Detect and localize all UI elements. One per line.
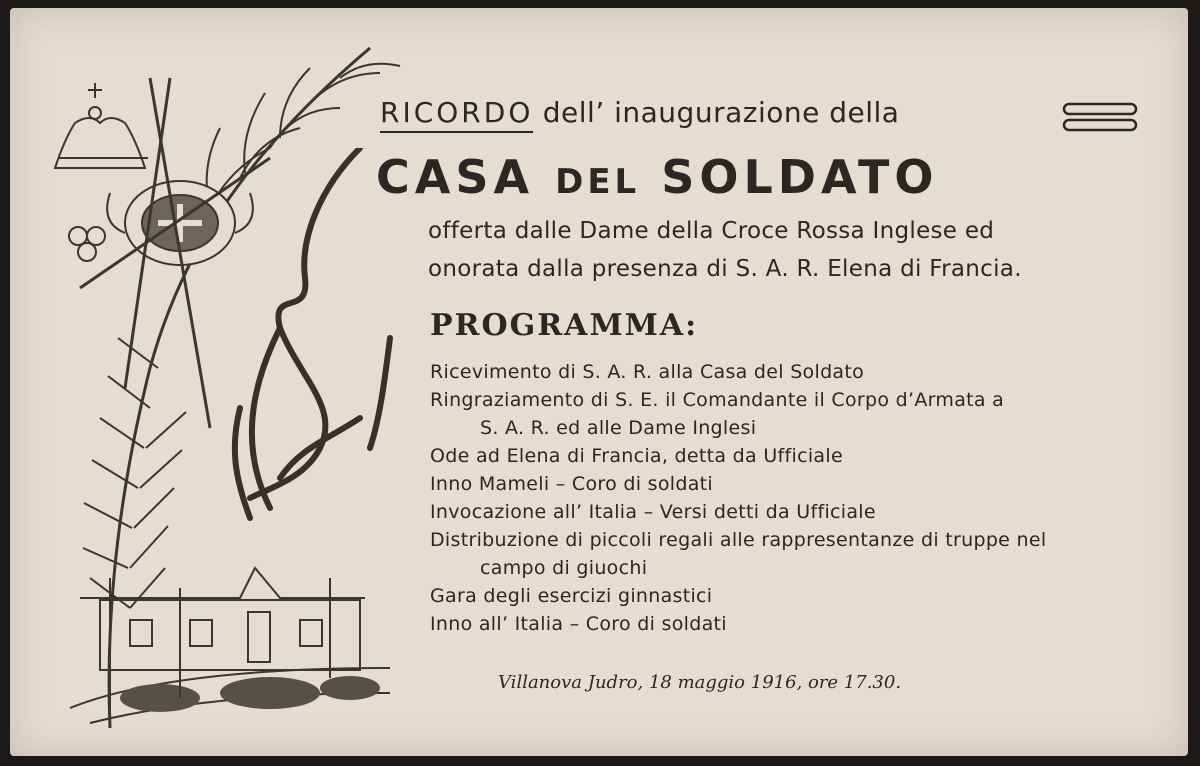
subtitle-line-2: onorata dalla presenza di S. A. R. Elena di Francia. [428, 256, 1022, 282]
title-part2: DEL [555, 162, 641, 202]
postcard [10, 8, 1188, 756]
double-rule-ornament [1062, 102, 1138, 132]
title-part1: CASA [376, 150, 535, 204]
list-item: campo di giuochi [480, 557, 648, 579]
ricordo-word: RICORDO [380, 96, 533, 133]
list-item: Inno all’ Italia – Coro di soldati [430, 613, 727, 635]
title-part3: SOLDATO [661, 150, 939, 204]
house-illustration [70, 568, 390, 723]
subtitle-line-1: offerta dalle Dame della Croce Rossa Inglese ed [428, 218, 995, 244]
cannonballs-icon [69, 227, 105, 261]
programma-list [430, 358, 1046, 638]
list-item: Ringraziamento di S. E. il Comandante il Corpo d’Armata a [430, 389, 1005, 411]
header-line [380, 96, 899, 129]
list-item: Ode ad Elena di Francia, detta da Ufficiale [430, 445, 843, 467]
list-item: Ricevimento di S. A. R. alla Casa del Soldato [430, 361, 865, 383]
list-item: Inno Mameli – Coro di soldati [430, 473, 713, 495]
crown-icon [55, 83, 148, 168]
list-item: Invocazione all’ Italia – Versi detti da Ufficiale [430, 501, 876, 523]
place-date-footer: Villanova Judro, 18 maggio 1916, ore 17.30. [498, 672, 902, 693]
page-title [376, 150, 939, 204]
list-item: Distribuzione di piccoli regali alle rappresentanze di truppe nel [430, 529, 1047, 551]
header-rest: dell’ inaugurazione della [542, 96, 900, 129]
handwritten-signature [210, 148, 410, 548]
list-item: Gara degli esercizi ginnastici [430, 585, 713, 607]
list-item: S. A. R. ed alle Dame Inglesi [480, 417, 757, 439]
programma-heading: PROGRAMMA: [430, 308, 699, 343]
